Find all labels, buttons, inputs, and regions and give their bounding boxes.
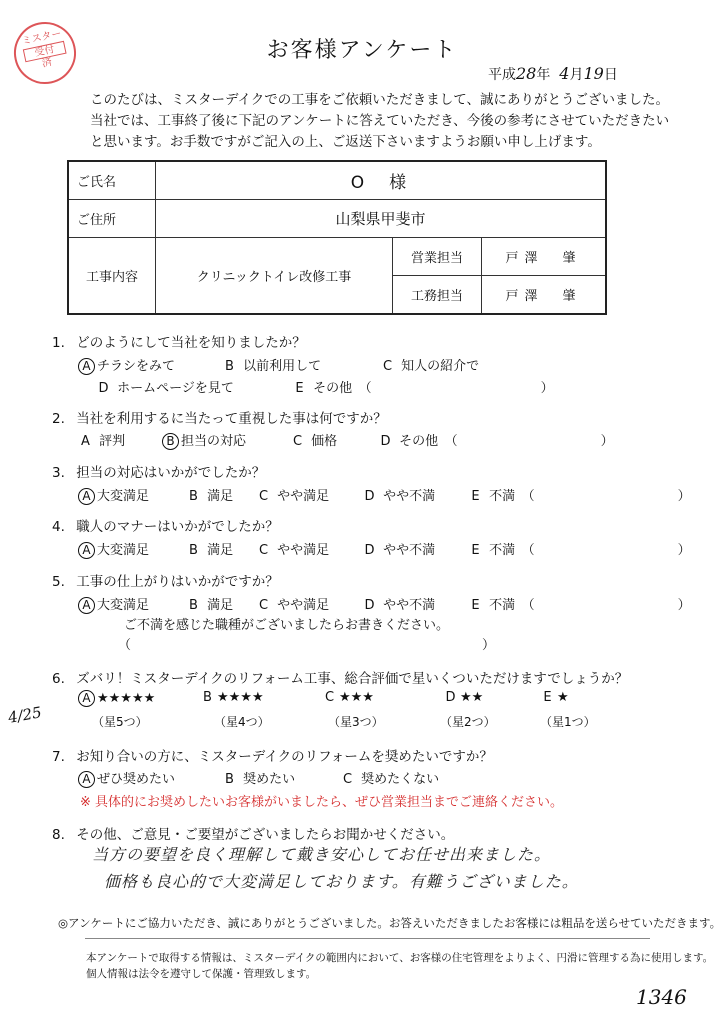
survey-date xyxy=(488,64,618,84)
customer-info-table xyxy=(67,160,607,315)
option-label: 満足 xyxy=(207,543,234,558)
name-value: O 様 xyxy=(156,161,607,200)
q4-option-b[interactable] xyxy=(186,539,233,558)
q6-sublabel-d: （星2つ） xyxy=(440,715,496,729)
question-text: お知り合いの方に、ミスターデイクのリフォームを奨めたいですか？ xyxy=(76,749,493,765)
option-label: 担当の対応 xyxy=(181,434,247,449)
option-label: 大変満足 xyxy=(97,598,150,613)
document-number: 1346 xyxy=(636,985,687,1009)
question-text: ズバリ！ミスターデイクのリフォーム工事、総合評価で星いくついただけますでしょうか？ xyxy=(76,671,629,687)
q6-option-e[interactable] xyxy=(540,690,569,705)
q6-sublabel-b: （星4つ） xyxy=(214,715,270,729)
q5-followup: ご不満を感じた職種がございましたらお書きください。 xyxy=(124,618,450,633)
question-text: その他、ご意見・ご要望がございましたらお聞かせください。 xyxy=(76,827,455,843)
work-value: クリニックトイレ改修工事 xyxy=(156,238,393,315)
construction-label: 工務担当 xyxy=(393,276,482,315)
option-letter: D xyxy=(98,381,109,396)
construction-value: 戸澤 肇 xyxy=(482,276,607,315)
selected-circle: A xyxy=(78,597,95,614)
question-number: 5. xyxy=(52,574,65,590)
name-label: ご氏名 xyxy=(68,161,156,200)
work-label: 工事内容 xyxy=(68,238,156,315)
option-label: やや満足 xyxy=(277,489,330,504)
option-letter: B xyxy=(225,359,234,374)
option-label: やや不満 xyxy=(383,543,436,558)
intro-line: このたびは、ミスターデイクでの工事をご依頼いただきまして、誠にありがとうございました。 xyxy=(90,92,670,108)
question-text: 職人のマナーはいかがでしたか？ xyxy=(76,519,279,535)
question-2 xyxy=(52,407,387,427)
option-label: 満足 xyxy=(207,598,234,613)
option-label: 大変満足 xyxy=(97,489,150,504)
q5-option-c[interactable] xyxy=(256,594,329,613)
star-rating: ★ xyxy=(557,690,569,705)
option-letter: E xyxy=(471,598,480,613)
question-text: 当社を利用するに当たって重視した事は何ですか？ xyxy=(76,411,387,427)
selected-circle: A xyxy=(78,542,95,559)
option-letter: D xyxy=(364,543,375,558)
question-number: 2. xyxy=(52,411,65,427)
q5-option-e[interactable] xyxy=(468,594,691,613)
option-letter: E xyxy=(295,381,304,396)
question-number: 8. xyxy=(52,827,65,843)
q6-option-a[interactable] xyxy=(78,690,155,707)
q7-referral-note: ※ 具体的にお奨めしたいお客様がいましたら、ぜひ営業担当までご連絡ください。 xyxy=(80,795,564,810)
option-label: 大変満足 xyxy=(97,543,150,558)
option-letter: C xyxy=(258,598,269,613)
q2-option-b[interactable] xyxy=(162,430,246,450)
q3-option-c[interactable] xyxy=(256,485,329,504)
option-letter: E xyxy=(471,543,480,558)
q2-option-a[interactable] xyxy=(78,430,125,449)
q6-option-c[interactable] xyxy=(322,690,374,705)
option-letter: B xyxy=(189,543,198,558)
selected-circle: A xyxy=(78,690,95,707)
q3-option-d[interactable] xyxy=(362,485,435,504)
date-day-label: 日 xyxy=(603,67,618,83)
selected-circle: A xyxy=(78,771,95,788)
option-label: 知人の紹介で xyxy=(401,359,480,374)
option-letter: D xyxy=(364,598,375,613)
q5-option-d[interactable] xyxy=(362,594,435,613)
q7-option-c[interactable] xyxy=(340,768,439,787)
option-label: 以前利用して xyxy=(243,359,322,374)
option-letter: C xyxy=(292,434,303,449)
question-number: 4. xyxy=(52,519,65,535)
option-letter: E xyxy=(471,489,480,504)
option-label: 評判 xyxy=(99,434,126,449)
question-number: 7. xyxy=(52,749,65,765)
footer-thanks: ◎アンケートにご協力いただき、誠にありがとうございました。お答えいただきましたお客様には粗品を送らせていただきます。 xyxy=(58,916,722,930)
option-label: 価格 xyxy=(311,434,338,449)
q1-option-b[interactable] xyxy=(222,355,321,374)
option-label: チラシをみて xyxy=(97,359,176,374)
option-label: やや不満 xyxy=(383,489,436,504)
option-letter: C xyxy=(382,359,393,374)
q7-option-b[interactable] xyxy=(222,768,295,787)
q5-followup-field[interactable]: （ ） xyxy=(118,638,496,653)
margin-handwritten-note: 4/25 xyxy=(6,703,43,727)
option-letter: A xyxy=(81,434,90,449)
option-letter: D xyxy=(364,489,375,504)
option-label: 不満 （ ） xyxy=(489,489,691,504)
option-label: ぜひ奨めたい xyxy=(97,772,176,787)
option-label: 奨めたい xyxy=(243,772,296,787)
date-era: 平成 xyxy=(488,67,516,83)
question-number: 3. xyxy=(52,465,65,481)
star-rating: ★★★★★ xyxy=(97,691,156,706)
q5-option-b[interactable] xyxy=(186,594,233,613)
star-rating: ★★★★ xyxy=(217,690,264,705)
option-letter: B xyxy=(189,598,198,613)
question-number: 6. xyxy=(52,671,65,687)
q3-option-e[interactable] xyxy=(468,485,691,504)
date-year-label: 年 xyxy=(536,67,551,83)
page-title: お客様アンケート xyxy=(266,38,458,63)
option-label: やや満足 xyxy=(277,543,330,558)
option-letter: C xyxy=(258,489,269,504)
option-label: その他 （ ） xyxy=(399,434,614,449)
option-letter: E xyxy=(543,690,552,705)
question-3 xyxy=(52,461,265,481)
option-label: やや不満 xyxy=(383,598,436,613)
question-5 xyxy=(52,570,279,590)
date-month-label: 月 xyxy=(569,67,584,83)
q2-option-d[interactable] xyxy=(378,430,614,449)
option-label: 不満 （ ） xyxy=(489,598,691,613)
option-label: 不満 （ ） xyxy=(489,543,691,558)
footer-divider xyxy=(85,938,650,939)
option-letter: B xyxy=(189,489,198,504)
q4-option-a[interactable] xyxy=(78,539,149,559)
handwritten-comment-line-2: 価格も良心的で大変満足しております。有難うございました。 xyxy=(104,872,579,891)
q3-option-b[interactable] xyxy=(186,485,233,504)
q4-option-c[interactable] xyxy=(256,539,329,558)
star-rating: ★★ xyxy=(460,690,484,705)
q3-option-a[interactable] xyxy=(78,485,149,505)
q1-option-c[interactable] xyxy=(380,355,479,374)
selected-circle: B xyxy=(162,433,179,450)
sales-value: 戸澤 肇 xyxy=(482,238,607,276)
question-1 xyxy=(52,331,306,351)
q1-option-a[interactable] xyxy=(78,355,175,375)
q6-sublabel-e: （星1つ） xyxy=(540,715,596,729)
question-text: 担当の対応はいかがでしたか？ xyxy=(76,465,266,481)
q7-option-a[interactable] xyxy=(78,768,175,788)
question-7 xyxy=(52,745,493,765)
q5-option-a[interactable] xyxy=(78,594,149,614)
intro-line: 当社では、工事終了後に下記のアンケートに答えていただき、今後の参考にさせていただきたい xyxy=(90,113,670,129)
date-day: 19 xyxy=(583,64,604,83)
q2-option-c[interactable] xyxy=(290,430,337,449)
option-letter: B xyxy=(203,690,212,705)
handwritten-comment-line-1: 当方の要望を良く理解して戴き安心してお任せ出来ました。 xyxy=(92,845,552,864)
option-letter: C xyxy=(258,543,269,558)
question-4 xyxy=(52,515,279,535)
date-year: 28 xyxy=(516,64,537,83)
q6-option-d[interactable] xyxy=(443,690,483,705)
q6-sublabel-a: （星5つ） xyxy=(92,715,148,729)
option-letter: B xyxy=(225,772,234,787)
date-month: 4 xyxy=(559,64,570,83)
option-letter: D xyxy=(445,690,456,705)
question-text: どのようにして当社を知りましたか？ xyxy=(76,335,306,351)
received-stamp: ミスター 受付 済 xyxy=(8,16,82,90)
option-letter: D xyxy=(380,434,391,449)
question-number: 1. xyxy=(52,335,65,351)
intro-text xyxy=(90,90,690,153)
q1-option-e[interactable] xyxy=(292,377,554,396)
selected-circle: A xyxy=(78,358,95,375)
option-letter: C xyxy=(342,772,353,787)
q4-option-d[interactable] xyxy=(362,539,435,558)
q1-option-d[interactable] xyxy=(96,377,234,396)
option-label: 満足 xyxy=(207,489,234,504)
q6-sublabel-c: （星3つ） xyxy=(328,715,384,729)
star-rating: ★★★ xyxy=(339,690,374,705)
privacy-note-1: 本アンケートで取得する情報は、ミスターデイクの範囲内において、お客様の住宅管理をよりよく、円滑に管理する為に使用します。 xyxy=(86,952,714,964)
question-8 xyxy=(52,823,454,843)
intro-line: と思います。お手数ですがご記入の上、ご返送下さいますようお願い申し上げます。 xyxy=(90,134,601,150)
sales-label: 営業担当 xyxy=(393,238,482,276)
address-label: ご住所 xyxy=(68,200,156,238)
address-value: 山梨県甲斐市 xyxy=(156,200,607,238)
selected-circle: A xyxy=(78,488,95,505)
option-label: その他 （ ） xyxy=(313,381,554,396)
privacy-note-2: 個人情報は法令を遵守して保護・管理致します。 xyxy=(86,968,317,980)
option-letter: C xyxy=(324,690,335,705)
question-text: 工事の仕上がりはいかがですか？ xyxy=(76,574,279,590)
option-label: やや満足 xyxy=(277,598,330,613)
question-6 xyxy=(52,667,628,687)
q6-option-b[interactable] xyxy=(200,690,264,705)
q4-option-e[interactable] xyxy=(468,539,691,558)
option-label: 奨めたくない xyxy=(361,772,440,787)
option-label: ホームページを見て xyxy=(117,381,234,396)
